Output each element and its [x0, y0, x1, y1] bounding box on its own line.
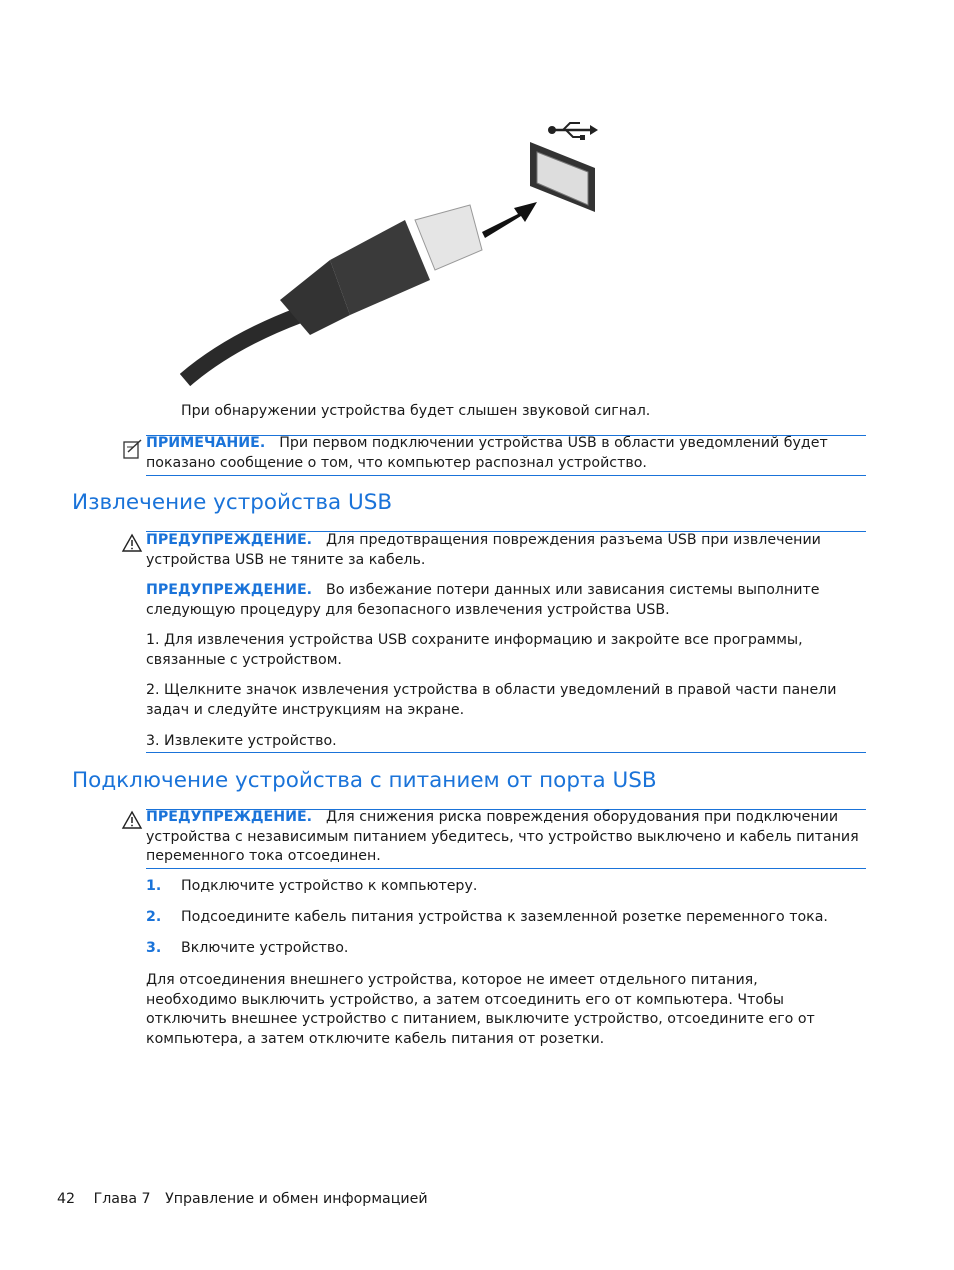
- step: 3. Извлеките устройство.: [146, 733, 337, 749]
- warning-label: ПРЕДУПРЕЖДЕНИЕ.: [146, 582, 313, 598]
- step: 2. Щелкните значок извлечения устройства в области уведомлений в правой части панели задач и следуйте инструкциям на экране.: [146, 682, 837, 718]
- step: 1. Для извлечения устройства USB сохраните информацию и закройте все программы, связанные с устройством.: [146, 632, 803, 668]
- warning-text: Для снижения риска повреждения оборудования при подключении устройства с независимым питанием убедитесь, что устройство выключено и кабель питания переменного тока отсоединен.: [146, 809, 859, 864]
- chapter-title: Управление и обмен информацией: [165, 1191, 428, 1207]
- divider: [146, 752, 866, 753]
- warning-text: Для предотвращения повреждения разъема USB при извлечении устройства USB не тяните за кабель.: [146, 532, 821, 568]
- usb-symbol-icon: [548, 123, 598, 140]
- page-number: 42: [57, 1191, 76, 1207]
- usb-connection-illustration: [180, 110, 610, 390]
- divider: [146, 475, 866, 476]
- step-number: 3.: [146, 940, 162, 956]
- figure-caption: При обнаружении устройства будет слышен звуковой сигнал.: [181, 403, 651, 419]
- chapter-label: Глава 7: [93, 1191, 151, 1207]
- warning-label: ПРЕДУПРЕЖДЕНИЕ.: [146, 809, 313, 825]
- note-text: При первом подключении устройства USB в области уведомлений будет показано сообщение о том, что компьютер распознал устройство.: [146, 435, 828, 471]
- section-heading-powered-usb: Подключение устройства с питанием от порта USB: [72, 768, 657, 793]
- note-icon: [121, 437, 145, 461]
- arrow-icon: [482, 202, 537, 238]
- usb-port-icon: [530, 142, 595, 212]
- step-number: 1.: [146, 878, 162, 894]
- warning-label: ПРЕДУПРЕЖДЕНИЕ.: [146, 532, 313, 548]
- page-footer: [57, 1191, 428, 1207]
- note: [146, 434, 866, 473]
- divider: [146, 868, 866, 869]
- warning: [146, 808, 866, 867]
- warning-text: Во избежание потери данных или зависания системы выполните следующую процедуру для безопасного извлечения устройства USB.: [146, 582, 820, 618]
- step-text: Включите устройство.: [181, 940, 349, 956]
- warning: [146, 531, 866, 570]
- body-paragraph: Для отсоединения внешнего устройства, которое не имеет отдельного питания, необходимо выключить устройство, а затем отсоединить его от компьютера. Чтобы отключить внешнее устройство с питанием, выключите устройство, отсоедините его от компьютера, а затем отключите кабель питания от розетки.: [146, 972, 815, 1047]
- usb-plug-icon: [185, 205, 482, 380]
- warning-icon: [121, 533, 143, 553]
- section-heading-remove-usb: Извлечение устройства USB: [72, 490, 393, 515]
- note-label: ПРИМЕЧАНИЕ.: [146, 435, 266, 451]
- warning: [146, 581, 866, 620]
- step-number: 2.: [146, 909, 162, 925]
- step-text: Подключите устройство к компьютеру.: [181, 878, 478, 894]
- warning-icon: [121, 810, 143, 830]
- step-text: Подсоедините кабель питания устройства к заземленной розетке переменного тока.: [181, 909, 828, 925]
